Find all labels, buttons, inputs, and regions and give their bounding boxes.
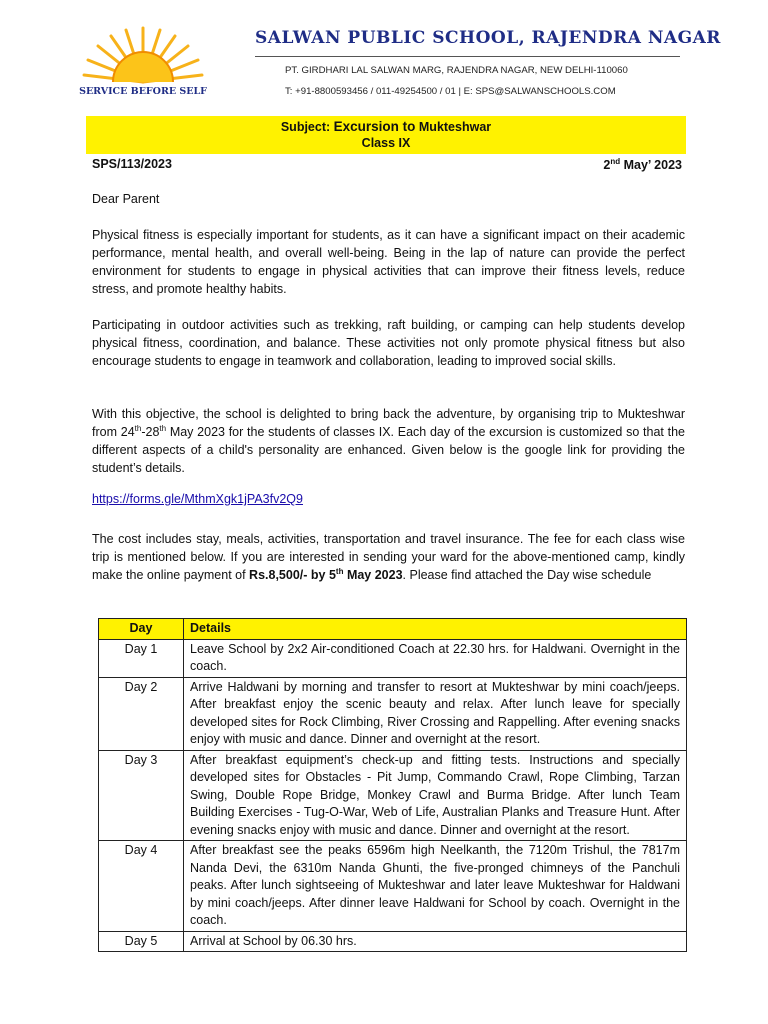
schedule-table [98,618,687,952]
schedule-header-row [99,619,687,640]
details-cell: Arrive Haldwani by morning and transfer to resort at Mukteshwar by mini coach/jeeps. After breakfast enjoy the scenic beauty and relax. After lunch leave for specially developed sites for Rock Climbing, River Crossing and Rappelling. After evening snacks enjoy with music and dance. Dinner and overnight at the resort. [184,677,687,750]
column-header-details: Details [184,619,687,640]
column-header-day: Day [99,619,184,640]
reference-number: SPS/113/2023 [92,157,172,171]
paragraph-fitness: Physical fitness is especially important for students, as it can have a significant impact on their academic performance, mental health, and overall well-being. Being in the lap of nature can provide the perfect environment for students to engage in physical activities that can improve their fitness levels, reduce stress, and promote healthy habits. [92,228,685,296]
subject-label: Subject: [280,120,331,134]
details-cell: Leave School by 2x2 Air-conditioned Coach at 22.30 hrs. for Haldwani. Overnight in the coach. [184,639,687,677]
day-cell: Day 4 [99,841,184,932]
details-cell: Arrival at School by 06.30 hrs. [184,931,687,952]
day-cell: Day 5 [99,931,184,952]
day-cell: Day 1 [99,639,184,677]
school-name: SALWAN PUBLIC SCHOOL, RAJENDRA NAGAR [255,28,721,48]
table-row [99,750,687,841]
details-cell: After breakfast equipment’s check-up and fitting tests. Instructions and specially developed sites for Obstacles - Pit Jump, Commando Crawl, Rope Climbing, Tarzan Swing, Double Rope Bridge, Monkey Crawl and Burma Bridge. After lunch Team Building Exercises - Tug-O-War, Web of Life, Australian Planks and Treasure Hunt. After evening snacks enjoy with music and dance. Dinner and overnight at the resort. [184,750,687,841]
details-cell: After breakfast see the peaks 6596m high Neelkanth, the 7120m Trishul, the 7817m Nanda Devi, the 6310m Nanda Ghunti, the five-pronged chimneys of the Panchuli peaks. After lunch sightseeing of Mukteshwar and later leave Mukteshwar for Haldwani by mini coach/jeeps. After dinner leave Haldwani for School by coach. Overnight in the coach. [184,841,687,932]
letter-date: 2nd May’ 2023 [603,157,682,173]
school-logo [78,20,208,102]
paragraph-activities: Participating in outdoor activities such as trekking, raft building, or camping can help students develop physical fitness, coordination, and balance. These activities not only promote physical fitness but also encourage students to engage in teamwork and collaboration, leading to improved social skills. [92,318,685,368]
subject-banner [86,116,686,154]
table-row [99,931,687,952]
logo-motto: SERVICE BEFORE SELF [79,86,207,97]
subject-title: Excursion to [333,119,416,134]
header-divider [255,56,680,57]
table-row [99,639,687,677]
school-contact: T: +91-8800593456 / 011-49254500 / 01 | E: SPS@SALWANSCHOOLS.COM [285,86,616,97]
day-cell: Day 2 [99,677,184,750]
google-form-link[interactable]: https://forms.gle/MthmXgk1jPA3fv2Q9 [92,492,303,506]
subject-class: Class IX [361,136,411,150]
subject-line [86,119,686,135]
school-address: PT. GIRDHARI LAL SALWAN MARG, RAJENDRA NAGAR, NEW DELHI-110060 [285,65,628,76]
day-cell: Day 3 [99,750,184,841]
paragraph-cost: The cost includes stay, meals, activities, transportation and travel insurance. The fee for each class wise trip is mentioned below. If you are interested in sending your ward for the above-mentioned camp, kindly make the online payment of Rs.8,500/- by 5th May 2023. Please find attached the Day wise schedule [92,532,685,582]
table-row [99,677,687,750]
table-row [99,841,687,932]
paragraph-objective: With this objective, the school is delighted to bring back the adventure, by organising trip to Mukteshwar from 24th-28th May 2023 for the students of classes IX. Each day of the excursion is customized so that the different aspects of a child's personality are enhanced. Given below is the google link for providing the student’s details. [92,407,685,475]
subject-place: Mukteshwar [418,120,492,134]
salutation: Dear Parent [92,192,160,206]
